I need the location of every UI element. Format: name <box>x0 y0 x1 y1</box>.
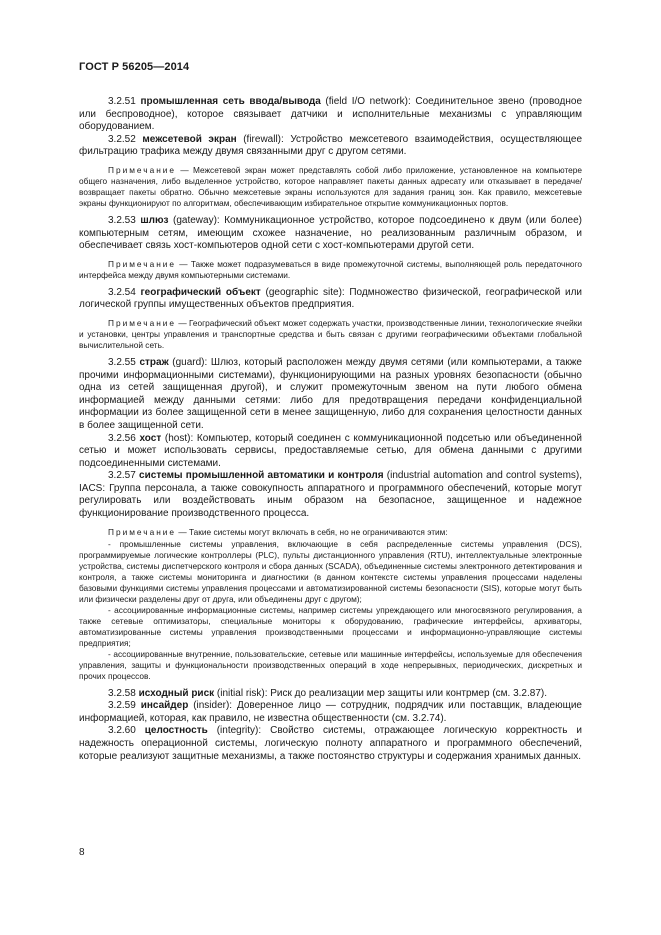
term-entry <box>79 357 582 433</box>
document-header: ГОСТ Р 56205—2014 <box>79 61 190 73</box>
note-label: Примечание <box>108 526 177 537</box>
term-entry <box>79 433 582 471</box>
note-list-item: - промышленные системы управления, включающие в себя распределенные системы управления (DCS), программируемые логические контроллеры (PLC), пульты дистанционного управления (RTU), интеллектуальные электронные устройства, системы диспетчерского контроля и сбора данных (SCADA), объединенные системы электронного детектирования и контроля, а также системы мониторинга и диагностики (в данном контексте системы управления процессами наделены базовыми функциями системы управления процессами и автоматизированной системы безопасности (SIS), которые могут быть или физически разделены друг от друга, или объединены друг с другом); <box>79 538 582 604</box>
term-number: 3.2.58 <box>108 687 136 699</box>
note: Примечание — Также может подразумеваться в виде промежуточной системы, выполняющей роль передаточного интерфейса между двумя компьютерными системами. <box>79 258 582 280</box>
term-definition: (geographic site): Подмножество физической, географической или логической группы имущественных объектов предприятия. <box>79 286 582 311</box>
note-text: Такие системы могут включать в себя, но не ограничиваются этим: <box>188 526 448 537</box>
term-number: 3.2.55 <box>108 356 136 368</box>
term-entry <box>79 725 582 763</box>
term-number: 3.2.54 <box>108 286 136 298</box>
term-number: 3.2.51 <box>108 96 136 107</box>
term-number: 3.2.59 <box>108 700 136 712</box>
term-name: хост <box>139 432 162 444</box>
term-definition: (host): Компьютер, который соединен с коммуникационной подсетью или объединенной сетью и может использовать сервисы, предоставляемые сетью, для обмена данными с другими подсоединенными системами. <box>79 432 582 469</box>
term-definition: (field I/O network): Соединительное звено (проводное или беспроводное), которое связывает датчики и исполнительные механизмы с управляющим оборудованием. <box>79 96 583 133</box>
term-number: 3.2.57 <box>108 470 136 482</box>
term-definition: (gateway): Коммуникационное устройство, которое подсоединено к двум (или более) компьютерным сетям, имеющим схожее назначение, но реализованным различным образом, и обеспечивает связь хост-компьютеров одной сети с хост-компьютерами другой сети. <box>79 214 582 252</box>
note-list-item: - ассоциированные внутренние, пользовательские, сетевые или машинные интерфейсы, используемые для обеспечения управления, защиты и функциональности производственных операций в ходе непрерывных, периодических, дискретных и прочих процессов. <box>79 648 582 681</box>
term-definition: (integrity): Свойство системы, отражающее логическую корректность и надежность операционной системы, логическую полноту аппаратного и программного обеспечений, которые реализуют защитные механизмы, а также постоянство структуры и содержания хранимых данных. <box>79 725 582 762</box>
note-list <box>79 539 582 682</box>
term-definition: (initial risk): Риск до реализации мер защиты или контрмер (см. 3.2.87). <box>214 687 547 699</box>
term-name: промышленная сеть ввода/вывода <box>140 96 321 107</box>
term-entry <box>79 134 582 159</box>
note-list-item: - ассоциированные информационные системы, например системы упреждающего или многосвязного регулирования, а также сетевые оптимизаторы, специальные мониторы к оборудованию, графические интерфейсы, архиваторы, автоматизированные системы управления производственными процессами и информационно-управляющие системы предприятия; <box>79 604 582 648</box>
note: Примечание — Географический объект может содержать участки, производственные линии, технологические ячейки и установки, центры управления и транспортные средства и быть связан с другими географическими объектами глобальной вычислительной сеть. <box>79 317 582 350</box>
term-number: 3.2.60 <box>108 725 136 737</box>
note-text: Также может подразумеваться в виде промежуточной системы, выполняющей роль передаточного интерфейса между двумя компьютерными системами. <box>79 258 582 280</box>
term-entry <box>79 215 582 253</box>
term-name: исходный риск <box>138 687 215 699</box>
note: Примечание — Межсетевой экран может представлять собой либо приложение, установленное на компьютере общего назначения, либо выделенное устройство, которое направляет пакеты данных адресату или отказывает в передаче/возвращает пакеты обратно. Обычно межсетевые экраны используются для задания границ зон. Как правило, межсетевые экраны функционируют по алгоритмам, обеспечивающим избирательное открытие коммуникационных портов. <box>79 164 582 208</box>
note-label: Примечание <box>108 317 177 328</box>
term-name: системы промышленной автоматики и контроля <box>139 470 384 482</box>
term-name: страж <box>139 356 169 368</box>
term-name: географический объект <box>140 286 261 298</box>
term-name: целостность <box>144 725 208 737</box>
term-number: 3.2.56 <box>108 432 136 444</box>
term-entry <box>79 688 582 701</box>
term-name: шлюз <box>140 214 169 226</box>
term-entry <box>79 287 582 312</box>
term-entry <box>79 470 582 520</box>
document-body <box>79 96 582 763</box>
term-definition: (insider): Доверенное лицо — сотрудник, подрядчик или поставщик, владеющие информацией, которая, как правило, не известна общественности (см. 3.2.74). <box>79 700 582 724</box>
note-label: Примечание <box>108 258 177 269</box>
page-number: 8 <box>79 847 85 858</box>
note: Примечание — Такие системы могут включать в себя, но не ограничиваются этим: <box>108 526 448 537</box>
term-number: 3.2.52 <box>108 133 136 145</box>
term-name: инсайдер <box>140 700 189 712</box>
note-text: Межсетевой экран может представлять собой либо приложение, установленное на компьютере общего назначения, либо выделенное устройство, которое направляет пакеты данных адресату или отказывает в передаче/возвращает пакеты обратно. Обычно межсетевые экраны используются для задания границ зон. Как правило, межсетевые экраны функционируют по алгоритмам, обеспечивающим избирательное открытие коммуникационных портов. <box>79 164 582 208</box>
term-entry <box>79 700 582 725</box>
note-text: Географический объект может содержать участки, производственные линии, технологические ячейки и установки, центры управления и транспортные средства и быть связан с другими географическими объектами глобальной вычислительной сеть. <box>79 317 582 350</box>
term-definition: (firewall): Устройство межсетевого взаимодействия, осуществляющее фильтрацию трафика между двумя связанными друг с другом сетями. <box>79 133 583 158</box>
note-label: Примечание <box>108 164 177 175</box>
term-definition: (industrial automation and control systems), IACS: Группа персонала, а также совокупность аппаратного и программного обеспечений, которые могут регулировать или воздействовать иным образом на безопасное, защищенное и надежное функционирование производственного процесса. <box>79 470 583 520</box>
term-number: 3.2.53 <box>108 214 136 226</box>
term-name: межсетевой экран <box>142 133 237 145</box>
term-entry <box>79 96 582 134</box>
term-definition: (guard): Шлюз, который расположен между двумя сетями (или компьютерами, а также прочими информационными системами), функционирующими на разных уровнях безопасности (обычно одна из сетей защищенная другой), и служит промежуточным звеном на пути любого обмена информацией между данными сетями: либо для предотвращения передачи конфиденциальной информации из более защищенной сети в менее защищенную, либо для сохранения целостности данных в более защищенной сети. <box>79 356 582 431</box>
